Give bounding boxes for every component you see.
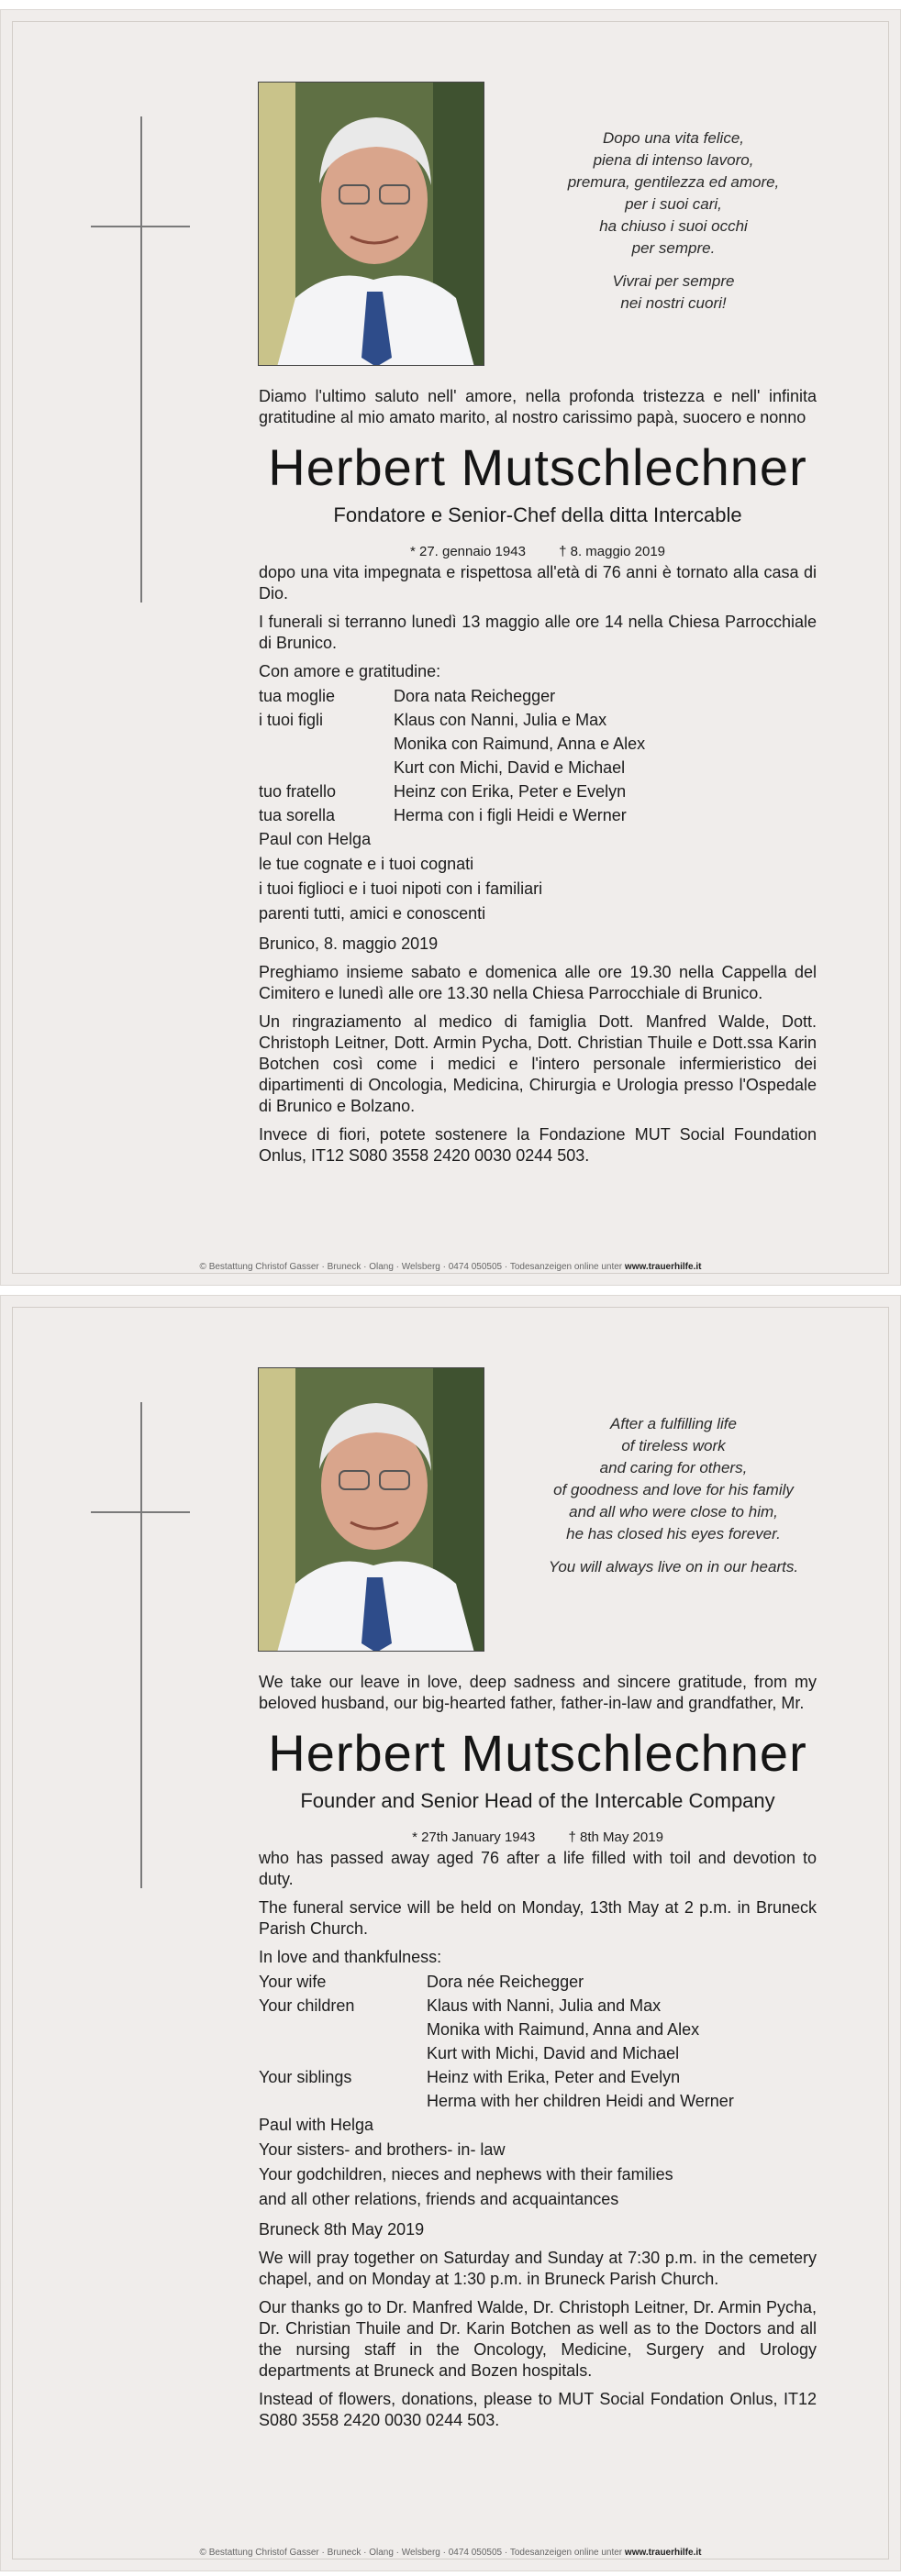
- family-row: [259, 779, 817, 803]
- family-relation: tua moglie: [259, 687, 336, 705]
- thanks-text: Our thanks go to Dr. Manfred Walde, Dr. Christoph Leitner, Dr. Armin Pycha, Dr. Christian Thuile and Dr. Karin Botchen as well as to the Doctors and all the nursing staff in the Oncology, Medicine, Surgery and Urology departments at Bruneck and Bozen hospitals.: [259, 2298, 817, 2380]
- poem-line: he has closed his eyes forever.: [566, 1525, 781, 1542]
- poem-line: of goodness and love for his family: [553, 1481, 794, 1498]
- donation-text: Instead of flowers, donations, please to MUT Social Fondation Onlus, IT12 S080 3558 2420 0030 0244 503.: [259, 2390, 817, 2429]
- family-names: Monika with Raimund, Anna and Alex: [427, 2020, 700, 2039]
- cross-icon-vertical: [140, 1402, 142, 1888]
- poem-line: Vivrai per sempre: [612, 272, 735, 290]
- footer-link[interactable]: www.trauerhilfe.it: [624, 2548, 702, 2558]
- intro-text: Diamo l'ultimo saluto nell' amore, nella profonda tristezza e nell' infinita gratitudine al mio amato marito, al nostro carissimo papà, suocero e nonno: [259, 387, 817, 426]
- poem-line: piena di intenso lavoro,: [593, 151, 754, 169]
- family-names: Heinz con Erika, Peter e Evelyn: [394, 782, 627, 801]
- birth-date: * 27th January 1943: [412, 1830, 536, 1845]
- memorial-poem: [515, 1413, 832, 1578]
- family-relation: Your wife: [259, 1973, 327, 1991]
- deceased-name: Herbert Mutschlechner: [268, 438, 807, 496]
- page-footer: [1, 1262, 900, 1272]
- poem-line: premura, gentilezza ed amore,: [567, 173, 780, 191]
- poem-line: per i suoi cari,: [625, 195, 722, 213]
- portrait-photo: [258, 82, 484, 366]
- family-row: [259, 2065, 817, 2113]
- family-names: Heinz with Erika, Peter and Evelyn: [427, 2068, 681, 2086]
- family-extra: and all other relations, friends and acquaintances: [259, 2190, 619, 2208]
- donation-text: Invece di fiori, potete sostenere la Fondazione MUT Social Foundation Onlus, IT12 S080 3558 2420 0030 0244 503.: [259, 1125, 817, 1165]
- life-summary: dopo una vita impegnata e rispettosa all'età di 76 anni è tornato alla casa di Dio.: [259, 563, 817, 603]
- family-extra: i tuoi figlioci e i tuoi nipoti con i familiari: [259, 879, 543, 898]
- family-relation: Your children: [259, 1996, 355, 2015]
- family-extra: Your godchildren, nieces and nephews with their families: [259, 2165, 673, 2184]
- family-extra: Paul with Helga: [259, 2116, 374, 2134]
- funeral-info: I funerali si terranno lunedì 13 maggio alle ore 14 nella Chiesa Parrocchiale di Brunico.: [259, 613, 817, 652]
- death-date: † 8. maggio 2019: [559, 544, 666, 559]
- obituary-text: [259, 1672, 817, 2431]
- life-dates: [259, 542, 817, 562]
- life-summary: who has passed away aged 76 after a life filled with toil and devotion to duty.: [259, 1849, 817, 1888]
- intro-text: We take our leave in love, deep sadness and sincere gratitude, from my beloved husband, our big-hearted father, father-in-law and grandfather, Mr.: [259, 1673, 817, 1712]
- family-list: [259, 1970, 817, 2113]
- poem-line: nei nostri cuori!: [620, 294, 727, 312]
- poem-line: You will always live on in our hearts.: [548, 1558, 799, 1575]
- family-relation: tuo fratello: [259, 782, 337, 801]
- obituary-page-italian: [0, 9, 901, 1286]
- poem-line: per sempre.: [631, 239, 716, 257]
- family-names: Klaus with Nanni, Julia and Max: [427, 1996, 662, 2015]
- deceased-title: Founder and Senior Head of the Intercable Company: [300, 1789, 775, 1812]
- gratitude-heading: Con amore e gratitudine:: [259, 662, 441, 680]
- page-footer: [1, 2548, 900, 2558]
- family-row: [259, 1994, 817, 2065]
- birth-date: * 27. gennaio 1943: [409, 544, 526, 559]
- family-relation: i tuoi figli: [259, 711, 324, 729]
- family-names: Monika con Raimund, Anna e Alex: [394, 735, 646, 753]
- thanks-text: Un ringraziamento al medico di famiglia Dott. Manfred Walde, Dott. Christoph Leitner, Dott. Armin Pycha, Dott. Christian Thuile e Dott.ssa Karin Botchen così come i medici e l'intero personale infermieristico dei dipartimenti di Oncologia, Medicina, Chirurgia e Urologia presso l'Ospedale di Brunico e Bolzano.: [259, 1012, 817, 1115]
- family-extra: le tue cognate e i tuoi cognati: [259, 855, 474, 873]
- poem-line: Dopo una vita felice,: [602, 129, 745, 147]
- life-dates: [259, 1828, 817, 1848]
- memorial-poem: [515, 127, 832, 315]
- cross-icon-horizontal: [91, 1511, 190, 1513]
- family-row: [259, 1970, 817, 1994]
- footer-link[interactable]: www.trauerhilfe.it: [624, 1262, 702, 1272]
- prayer-info: We will pray together on Saturday and Sunday at 7:30 p.m. in the cemetery chapel, and on Monday at 1:30 p.m. in Bruneck Parish Church.: [259, 2249, 817, 2288]
- deceased-name: Herbert Mutschlechner: [268, 1724, 807, 1782]
- family-names: Kurt con Michi, David e Michael: [394, 758, 626, 777]
- family-extra: Your sisters- and brothers- in- law: [259, 2140, 506, 2159]
- funeral-info: The funeral service will be held on Monday, 13th May at 2 p.m. in Bruneck Parish Church.: [259, 1898, 817, 1938]
- obituary-text: [259, 386, 817, 1166]
- place-date: Bruneck 8th May 2019: [259, 2220, 425, 2239]
- family-relation: tua sorella: [259, 806, 336, 824]
- family-names: Kurt with Michi, David and Michael: [427, 2044, 680, 2062]
- family-names: Dora nata Reichegger: [394, 687, 556, 705]
- poem-line: of tireless work: [621, 1437, 726, 1454]
- death-date: † 8th May 2019: [568, 1830, 663, 1845]
- family-names: Herma with her children Heidi and Werner: [427, 2092, 734, 2110]
- family-row: [259, 803, 817, 827]
- place-date: Brunico, 8. maggio 2019: [259, 934, 439, 953]
- gratitude-heading: In love and thankfulness:: [259, 1948, 442, 1966]
- poem-line: and caring for others,: [599, 1459, 748, 1476]
- portrait-photo: [258, 1367, 484, 1652]
- family-extra: Paul con Helga: [259, 830, 372, 848]
- poem-line: After a fulfilling life: [610, 1415, 737, 1432]
- cross-icon-vertical: [140, 116, 142, 603]
- family-names: Dora née Reichegger: [427, 1973, 584, 1991]
- footer-text: © Bestattung Christof Gasser · Bruneck · Olang · Welsberg · 0474 050505 · Todesanzeigen online unter: [199, 1262, 623, 1272]
- family-names: Klaus con Nanni, Julia e Max: [394, 711, 607, 729]
- obituary-page-english: [0, 1295, 901, 2571]
- cross-icon-horizontal: [91, 226, 190, 227]
- family-row: [259, 708, 817, 779]
- family-names: Herma con i figli Heidi e Werner: [394, 806, 627, 824]
- family-list: [259, 684, 817, 827]
- poem-line: ha chiuso i suoi occhi: [599, 217, 748, 235]
- prayer-info: Preghiamo insieme sabato e domenica alle ore 19.30 nella Cappella del Cimitero e lunedì alle ore 13.30 nella Chiesa Parrocchiale di Brunico.: [259, 963, 817, 1002]
- footer-text: © Bestattung Christof Gasser · Bruneck · Olang · Welsberg · 0474 050505 · Todesanzeigen online unter: [199, 2548, 623, 2558]
- family-extra: parenti tutti, amici e conoscenti: [259, 904, 486, 923]
- deceased-title: Fondatore e Senior-Chef della ditta Intercable: [333, 503, 742, 526]
- poem-line: and all who were close to him,: [569, 1503, 778, 1520]
- family-row: [259, 684, 817, 708]
- family-relation: Your siblings: [259, 2068, 352, 2086]
